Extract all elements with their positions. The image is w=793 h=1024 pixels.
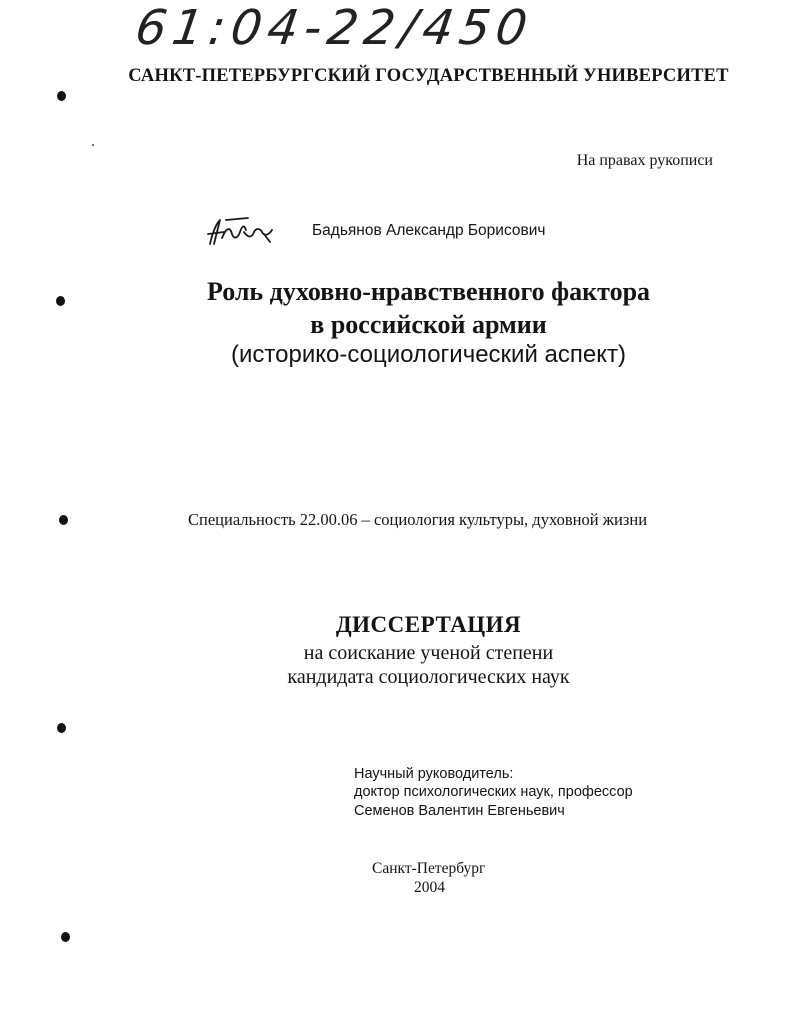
binding-hole-icon: [57, 723, 66, 733]
binding-hole-icon: [61, 932, 70, 942]
author-name: Бадьянов Александр Борисович: [312, 222, 546, 239]
binding-hole-icon: [57, 91, 66, 101]
degree-name-line: кандидата социологических наук: [287, 666, 570, 688]
thesis-title-line-1: Роль духовно-нравственного фактора: [206, 277, 651, 306]
thesis-title-line-2: в российской армии: [310, 310, 547, 339]
thesis-subtitle: (историко-социологический аспект): [231, 341, 626, 368]
manuscript-rights-note: На правах рукописи: [576, 152, 713, 169]
year: 2004: [414, 879, 445, 896]
university-name-text: САНКТ-ПЕТЕРБУРГСКИЙ ГОСУДАРСТВЕННЫЙ УНИВЕРСИТЕТ: [128, 66, 729, 86]
city: Санкт-Петербург: [372, 860, 486, 877]
handwritten-catalog-number: 61:04-22/450: [132, 0, 537, 56]
university-name: [0, 66, 793, 87]
specialty-line: Специальность 22.00.06 – социология культуры, духовной жизни: [188, 510, 648, 529]
binding-hole-icon: [59, 515, 68, 525]
supervisor-name: Семенов Валентин Евгеньевич: [354, 803, 565, 819]
dissertation-heading: ДИССЕРТАЦИЯ: [335, 612, 522, 637]
binding-hole-icon: [56, 296, 65, 306]
supervisor-label: Научный руководитель:: [354, 766, 514, 782]
scan-speck: [92, 144, 94, 146]
author-signature-icon: [204, 214, 278, 250]
supervisor-degree: доктор психологических наук, профессор: [354, 784, 633, 800]
degree-purpose-line: на соискание ученой степени: [303, 642, 554, 664]
